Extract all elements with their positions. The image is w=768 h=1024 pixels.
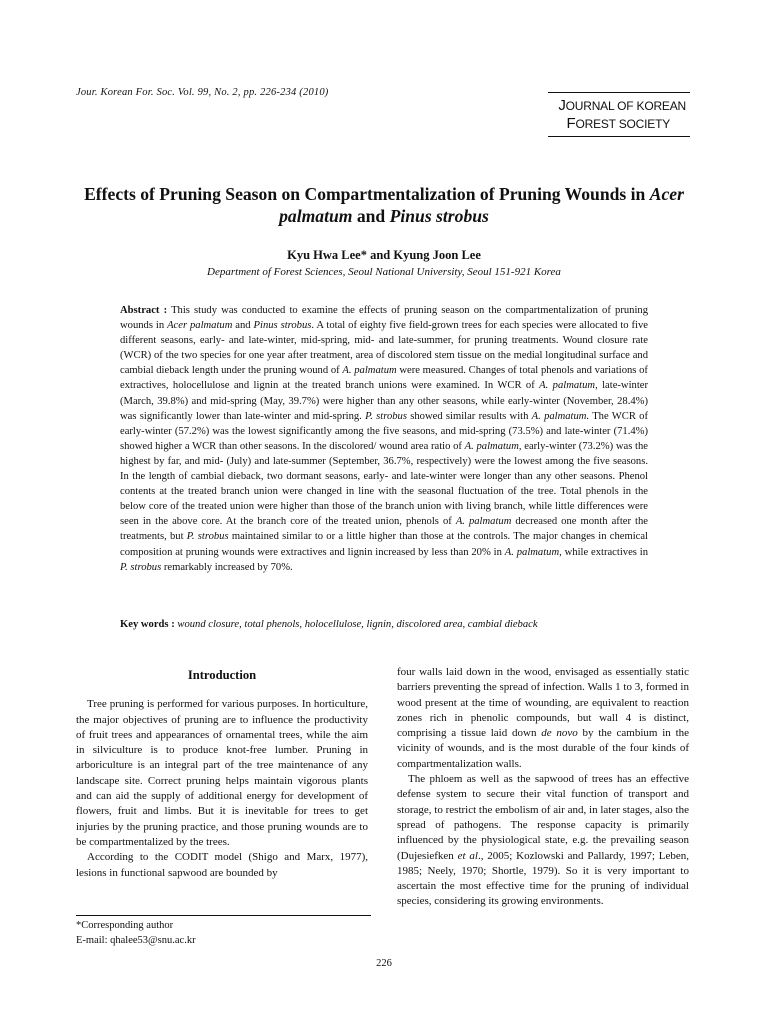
left-column (76, 665, 368, 881)
footnote (76, 918, 196, 948)
logo-line-1: JOURNAL OF KOREAN (558, 97, 686, 114)
keywords: Key words : wound closure, total phenols, holocellulose, lignin, discolored area, cambial dieback (120, 619, 538, 630)
corresponding-author-note: *Corresponding author (76, 920, 174, 931)
authors: Kyu Hwa Lee* and Kyung Joon Lee (287, 248, 481, 262)
paragraph: According to the CODIT model (Shigo and Marx, 1977), lesions in functional sapwood are bounded by (76, 851, 368, 879)
author-email: E-mail: qhalee53@snu.ac.kr (76, 935, 196, 946)
page-number: 226 (376, 958, 392, 969)
journal-citation: Jour. Korean For. Soc. Vol. 99, No. 2, pp. 226-234 (2010) (76, 87, 329, 98)
paragraph: Tree pruning is performed for various purposes. In horticulture, the major objectives of pruning are to influence the productivity of fruit trees and appearances of ornamental trees, while the aim in silviculture is to produce knot-free lumber. Pruning in arboriculture is an integral part of the tree maintenance of any landscape site. Correct pruning helps maintain vigorous plants and can aid the supply of additional energy for development of flowers, fruit and limbs. But it is inevitable for trees to get injuries by the pruning practice, and those pruning wounds are to be compartmentalized by the trees. (76, 698, 368, 848)
section-heading-introduction: Introduction (187, 668, 257, 682)
paragraph: The phloem as well as the sapwood of trees has an effective defense system to secure their vital function of transport and storage, to restrict the embolism of air and, in later stages, also the spread of pathogens. The response capacity is primarily influenced by the physiological state, e.g. the prevailing season (Dujesiefken et al., 2005; Kozlowski and Pallardy, 1997; Leben, 1985; Neely, 1970; Shortle, 1979). So it is very important to ascertain the most effective time for the pruning of individual species, considering its growing environments. (397, 773, 689, 908)
logo-line-2: FOREST SOCIETY (566, 115, 670, 132)
right-column (397, 665, 689, 910)
affiliation: Department of Forest Sciences, Seoul National University, Seoul 151-921 Korea (207, 266, 561, 278)
paragraph: four walls laid down in the wood, envisaged as essentially static barriers preventing the spread of infection. Walls 1 to 3, formed in wood present at the time of wounding, are equivalent to reaction zones rich in phenolic compounds, but wall 4 is distinct, comprising a tissue laid down de novo by the cambium in the vicinity of wounds, and is the most durable of the four kinds of compartmentalization walls. (397, 666, 690, 770)
footnote-divider (76, 915, 371, 916)
journal-logo (548, 92, 690, 137)
paper-title: Effects of Pruning Season on Compartmentalization of Pruning Wounds in Acer palmatum and Pinus strobus (84, 184, 684, 226)
abstract: Abstract : This study was conducted to examine the effects of pruning season on the compartmentalization of pruning wounds in Acer palmatum and Pinus strobus. A total of eighty five field-grown trees for each species were allocated to five different seasons, early- and late-winter, mid-spring, mid- and late-summer, for pruning treatments. Wound closure rate (WCR) of the two species for one year after treatment, area of discolored stem tissue on the medial longitudinal surface and cambial dieback length under the pruning wound of A. palmatum were measured. Changes of total phenols and variations of extractives, holocellulose and lignin at the treated branch unions were examined. In WCR of A. palmatum, late-winter (March, 39.8%) and mid-spring (May, 39.7%) were higher than any other seasons, while early-winter (November, 28.4%) was significantly lower than late-winter and mid-spring. P. strobus showed similar results with A. palmatum. The WCR of early-winter (57.2%) was the lowest significantly among the five seasons, and mid-spring (73.5%) and late-winter (71.4%) showed higher a WCR than other seasons. In the discolored/ wound area ratio of A. palmatum, early-winter (73.2%) was the highest by far, and mid- (July) and late-summer (September, 36.7%, respectively) were the lowest among the five seasons. In the length of cambial dieback, two dormant seasons, early- and late-winter were longer than any other seasons. Phenol contents at the treated branch union were changed in line with the seasonal fluctuation of the tree. Total phenols in the below core of the treated union were higher than those of the branch union with living branch, while little differences were seen in the above core. At the branch core of the treated union, phenols of A. palmatum decreased one month after the treatments, but P. strobus maintained similar to or a little higher than those at the controls. The major changes in chemical composition at pruning wounds were extractives and lignin increased by less than 20% in A. palmatum, while extractives in P. strobus remarkably increased by 70%. (120, 305, 649, 573)
